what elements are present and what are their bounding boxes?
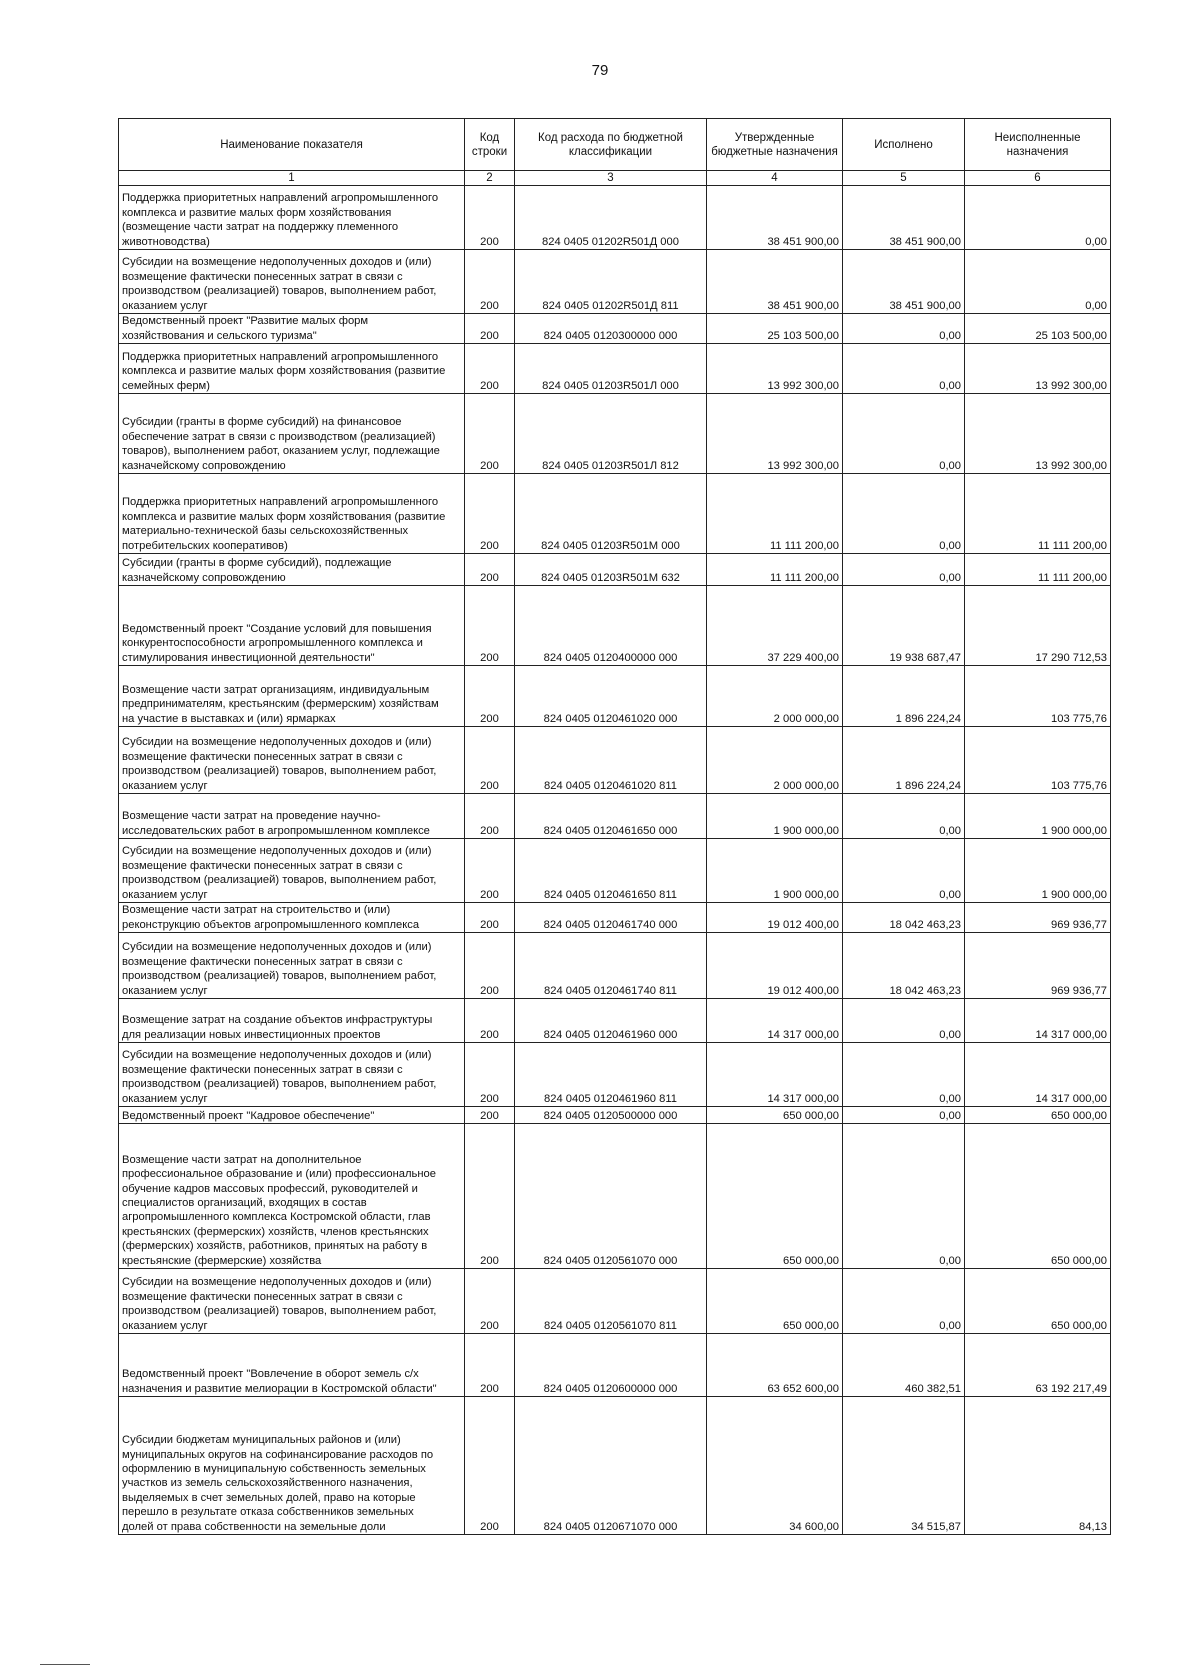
header-budget-code: Код расхода по бюджетной классификации bbox=[515, 119, 707, 171]
row-approved: 1 900 000,00 bbox=[707, 839, 843, 903]
row-budget-code: 824 0405 01202R501Д 811 bbox=[515, 250, 707, 314]
row-budget-code: 824 0405 0120600000 000 bbox=[515, 1334, 707, 1397]
row-code: 200 bbox=[465, 727, 515, 794]
row-budget-code: 824 0405 0120461020 811 bbox=[515, 727, 707, 794]
table-row bbox=[119, 250, 1111, 314]
table-row bbox=[119, 1124, 1111, 1269]
row-code: 200 bbox=[465, 554, 515, 586]
row-name: Субсидии (гранты в форме субсидий), подлежащие казначейскому сопровождению bbox=[119, 554, 465, 586]
row-approved: 1 900 000,00 bbox=[707, 794, 843, 839]
row-name: Ведомственный проект "Развитие малых форм хозяйствования и сельского туризма" bbox=[119, 314, 465, 344]
row-unexecuted: 0,00 bbox=[965, 250, 1111, 314]
header-approved: Утвержденные бюджетные назначения bbox=[707, 119, 843, 171]
row-approved: 38 451 900,00 bbox=[707, 186, 843, 250]
table-row bbox=[119, 1107, 1111, 1124]
row-budget-code: 824 0405 0120561070 811 bbox=[515, 1269, 707, 1334]
row-code: 200 bbox=[465, 999, 515, 1043]
row-approved: 650 000,00 bbox=[707, 1269, 843, 1334]
row-budget-code: 824 0405 0120461020 000 bbox=[515, 666, 707, 727]
row-unexecuted: 969 936,77 bbox=[965, 903, 1111, 933]
row-approved: 11 111 200,00 bbox=[707, 554, 843, 586]
column-number: 2 bbox=[465, 171, 515, 186]
row-name: Возмещение затрат на создание объектов инфраструктуры для реализации новых инвестиционных проектов bbox=[119, 999, 465, 1043]
row-code: 200 bbox=[465, 1397, 515, 1535]
row-name: Поддержка приоритетных направлений агропромышленного комплекса и развитие малых форм хозяйствования (развитие материально-технической базы сельскохозяйственных потребительских кооперативов) bbox=[119, 474, 465, 554]
row-budget-code: 824 0405 01203R501M 632 bbox=[515, 554, 707, 586]
row-budget-code: 824 0405 0120300000 000 bbox=[515, 314, 707, 344]
row-executed: 0,00 bbox=[843, 554, 965, 586]
row-approved: 11 111 200,00 bbox=[707, 474, 843, 554]
row-unexecuted: 63 192 217,49 bbox=[965, 1334, 1111, 1397]
row-budget-code: 824 0405 0120461740 000 bbox=[515, 903, 707, 933]
row-approved: 13 992 300,00 bbox=[707, 394, 843, 474]
row-approved: 38 451 900,00 bbox=[707, 250, 843, 314]
row-approved: 650 000,00 bbox=[707, 1124, 843, 1269]
column-number-row bbox=[119, 171, 1111, 186]
table-row bbox=[119, 586, 1111, 666]
row-budget-code: 824 0405 0120671070 000 bbox=[515, 1397, 707, 1535]
row-name: Возмещение части затрат на проведение научно- исследовательских работ в агропромышленном комплексе bbox=[119, 794, 465, 839]
row-name: Возмещение части затрат на дополнительное профессиональное образование и (или) профессиональное обучение кадров массовых профессий, руководителей и специалистов организаций, входящих в состав агропромышленного комплекса Костромской области, глав крестьянских (фермерских) хозяйств, членов крестьянских (фермерских) хозяйств, работников, принятых на работу в крестьянские (фермерские) хозяйства bbox=[119, 1124, 465, 1269]
row-executed: 0,00 bbox=[843, 394, 965, 474]
row-unexecuted: 13 992 300,00 bbox=[965, 344, 1111, 394]
table-row bbox=[119, 1269, 1111, 1334]
table-row bbox=[119, 394, 1111, 474]
row-unexecuted: 17 290 712,53 bbox=[965, 586, 1111, 666]
row-unexecuted: 25 103 500,00 bbox=[965, 314, 1111, 344]
row-unexecuted: 650 000,00 bbox=[965, 1107, 1111, 1124]
row-code: 200 bbox=[465, 314, 515, 344]
row-unexecuted: 14 317 000,00 bbox=[965, 1043, 1111, 1107]
row-unexecuted: 969 936,77 bbox=[965, 933, 1111, 999]
row-name: Ведомственный проект "Кадровое обеспечение" bbox=[119, 1107, 465, 1124]
row-code: 200 bbox=[465, 666, 515, 727]
row-approved: 13 992 300,00 bbox=[707, 344, 843, 394]
row-code: 200 bbox=[465, 1043, 515, 1107]
row-budget-code: 824 0405 0120400000 000 bbox=[515, 586, 707, 666]
table-row bbox=[119, 999, 1111, 1043]
row-unexecuted: 11 111 200,00 bbox=[965, 474, 1111, 554]
row-budget-code: 824 0405 0120561070 000 bbox=[515, 1124, 707, 1269]
row-executed: 19 938 687,47 bbox=[843, 586, 965, 666]
row-code: 200 bbox=[465, 794, 515, 839]
table-row bbox=[119, 1397, 1111, 1535]
row-code: 200 bbox=[465, 933, 515, 999]
row-executed: 38 451 900,00 bbox=[843, 250, 965, 314]
row-name: Возмещение части затрат на строительство и (или) реконструкцию объектов агропромышленного комплекса bbox=[119, 903, 465, 933]
row-unexecuted: 0,00 bbox=[965, 186, 1111, 250]
row-unexecuted: 1 900 000,00 bbox=[965, 794, 1111, 839]
row-name: Поддержка приоритетных направлений агропромышленного комплекса и развитие малых форм хозяйствования (возмещение части затрат на поддержку племенного животноводства) bbox=[119, 186, 465, 250]
row-budget-code: 824 0405 01203R501Л 812 bbox=[515, 394, 707, 474]
row-budget-code: 824 0405 0120461650 000 bbox=[515, 794, 707, 839]
table-row bbox=[119, 314, 1111, 344]
table-row bbox=[119, 933, 1111, 999]
table-row bbox=[119, 474, 1111, 554]
budget-execution-table bbox=[118, 118, 1111, 1535]
row-executed: 0,00 bbox=[843, 1043, 965, 1107]
header-executed: Исполнено bbox=[843, 119, 965, 171]
table-row bbox=[119, 186, 1111, 250]
row-budget-code: 824 0405 0120500000 000 bbox=[515, 1107, 707, 1124]
row-code: 200 bbox=[465, 1107, 515, 1124]
row-executed: 18 042 463,23 bbox=[843, 903, 965, 933]
table-row bbox=[119, 344, 1111, 394]
row-unexecuted: 11 111 200,00 bbox=[965, 554, 1111, 586]
row-name: Субсидии на возмещение недополученных доходов и (или) возмещение фактически понесенных затрат в связи с производством (реализацией) товаров, выполнением работ, оказанием услуг bbox=[119, 839, 465, 903]
row-executed: 0,00 bbox=[843, 999, 965, 1043]
row-executed: 0,00 bbox=[843, 839, 965, 903]
header-row bbox=[119, 119, 1111, 171]
row-approved: 37 229 400,00 bbox=[707, 586, 843, 666]
column-number: 3 bbox=[515, 171, 707, 186]
row-code: 200 bbox=[465, 186, 515, 250]
row-unexecuted: 103 775,76 bbox=[965, 666, 1111, 727]
row-executed: 34 515,87 bbox=[843, 1397, 965, 1535]
row-executed: 0,00 bbox=[843, 1269, 965, 1334]
header-unexecuted: Неисполненные назначения bbox=[965, 119, 1111, 171]
row-executed: 1 896 224,24 bbox=[843, 666, 965, 727]
row-code: 200 bbox=[465, 344, 515, 394]
column-number: 1 bbox=[119, 171, 465, 186]
row-budget-code: 824 0405 0120461960 811 bbox=[515, 1043, 707, 1107]
row-executed: 460 382,51 bbox=[843, 1334, 965, 1397]
row-code: 200 bbox=[465, 839, 515, 903]
row-approved: 19 012 400,00 bbox=[707, 933, 843, 999]
row-executed: 0,00 bbox=[843, 1107, 965, 1124]
row-unexecuted: 103 775,76 bbox=[965, 727, 1111, 794]
row-budget-code: 824 0405 0120461650 811 bbox=[515, 839, 707, 903]
row-executed: 0,00 bbox=[843, 794, 965, 839]
row-code: 200 bbox=[465, 586, 515, 666]
table-row bbox=[119, 1043, 1111, 1107]
page-number: 79 bbox=[591, 62, 609, 79]
column-number: 4 bbox=[707, 171, 843, 186]
row-budget-code: 824 0405 01202R501Д 000 bbox=[515, 186, 707, 250]
row-budget-code: 824 0405 01203R501Л 000 bbox=[515, 344, 707, 394]
row-executed: 0,00 bbox=[843, 314, 965, 344]
row-name: Ведомственный проект "Вовлечение в оборот земель с/х назначения и развитие мелиорации в Костромской области" bbox=[119, 1334, 465, 1397]
row-name: Субсидии на возмещение недополученных доходов и (или) возмещение фактически понесенных затрат в связи с производством (реализацией) товаров, выполнением работ, оказанием услуг bbox=[119, 933, 465, 999]
table-row bbox=[119, 666, 1111, 727]
row-unexecuted: 1 900 000,00 bbox=[965, 839, 1111, 903]
row-approved: 2 000 000,00 bbox=[707, 727, 843, 794]
header-code: Код строки bbox=[465, 119, 515, 171]
row-approved: 34 600,00 bbox=[707, 1397, 843, 1535]
row-approved: 650 000,00 bbox=[707, 1107, 843, 1124]
row-budget-code: 824 0405 01203R501M 000 bbox=[515, 474, 707, 554]
row-approved: 14 317 000,00 bbox=[707, 1043, 843, 1107]
column-number: 5 bbox=[843, 171, 965, 186]
table-row bbox=[119, 794, 1111, 839]
table-row bbox=[119, 903, 1111, 933]
footer-rule bbox=[40, 1664, 90, 1665]
row-name: Субсидии на возмещение недополученных доходов и (или) возмещение фактически понесенных затрат в связи с производством (реализацией) товаров, выполнением работ, оказанием услуг bbox=[119, 727, 465, 794]
row-name: Субсидии на возмещение недополученных доходов и (или) возмещение фактически понесенных затрат в связи с производством (реализацией) товаров, выполнением работ, оказанием услуг bbox=[119, 1043, 465, 1107]
row-name: Возмещение части затрат организациям, индивидуальным предпринимателям, крестьянским (фермерским) хозяйствам на участие в выставках и (или) ярмарках bbox=[119, 666, 465, 727]
row-code: 200 bbox=[465, 250, 515, 314]
row-approved: 25 103 500,00 bbox=[707, 314, 843, 344]
row-code: 200 bbox=[465, 1269, 515, 1334]
row-unexecuted: 650 000,00 bbox=[965, 1269, 1111, 1334]
row-code: 200 bbox=[465, 1124, 515, 1269]
row-unexecuted: 13 992 300,00 bbox=[965, 394, 1111, 474]
row-name: Субсидии бюджетам муниципальных районов и (или) муниципальных округов на софинансирование расходов по оформлению в муниципальную собственность земельных участков из земель сельскохозяйственного назначения, выделяемых в счет земельных долей, право на которые перешло в результате отказа собственников земельных долей от права собственности на земельные доли bbox=[119, 1397, 465, 1535]
row-budget-code: 824 0405 0120461960 000 bbox=[515, 999, 707, 1043]
row-executed: 1 896 224,24 bbox=[843, 727, 965, 794]
column-number: 6 bbox=[965, 171, 1111, 186]
row-code: 200 bbox=[465, 394, 515, 474]
row-executed: 0,00 bbox=[843, 474, 965, 554]
row-name: Ведомственный проект "Создание условий для повышения конкурентоспособности агропромышленного комплекса и стимулирования инвестиционной деятельности" bbox=[119, 586, 465, 666]
row-approved: 63 652 600,00 bbox=[707, 1334, 843, 1397]
row-name: Субсидии (гранты в форме субсидий) на финансовое обеспечение затрат в связи с производством (реализацией) товаров), выполнением работ, оказанием услуг, подлежащие казначейскому сопровождению bbox=[119, 394, 465, 474]
row-executed: 0,00 bbox=[843, 1124, 965, 1269]
row-approved: 2 000 000,00 bbox=[707, 666, 843, 727]
row-budget-code: 824 0405 0120461740 811 bbox=[515, 933, 707, 999]
row-unexecuted: 650 000,00 bbox=[965, 1124, 1111, 1269]
row-name: Субсидии на возмещение недополученных доходов и (или) возмещение фактически понесенных затрат в связи с производством (реализацией) товаров, выполнением работ, оказанием услуг bbox=[119, 1269, 465, 1334]
table-row bbox=[119, 1334, 1111, 1397]
row-name: Поддержка приоритетных направлений агропромышленного комплекса и развитие малых форм хозяйствования (развитие семейных ферм) bbox=[119, 344, 465, 394]
table-row bbox=[119, 554, 1111, 586]
row-executed: 0,00 bbox=[843, 344, 965, 394]
row-executed: 38 451 900,00 bbox=[843, 186, 965, 250]
row-unexecuted: 14 317 000,00 bbox=[965, 999, 1111, 1043]
table-row bbox=[119, 839, 1111, 903]
row-executed: 18 042 463,23 bbox=[843, 933, 965, 999]
row-code: 200 bbox=[465, 903, 515, 933]
row-approved: 14 317 000,00 bbox=[707, 999, 843, 1043]
row-code: 200 bbox=[465, 474, 515, 554]
row-unexecuted: 84,13 bbox=[965, 1397, 1111, 1535]
header-name: Наименование показателя bbox=[119, 119, 465, 171]
row-approved: 19 012 400,00 bbox=[707, 903, 843, 933]
table-row bbox=[119, 727, 1111, 794]
row-name: Субсидии на возмещение недополученных доходов и (или) возмещение фактически понесенных затрат в связи с производством (реализацией) товаров, выполнением работ, оказанием услуг bbox=[119, 250, 465, 314]
row-code: 200 bbox=[465, 1334, 515, 1397]
